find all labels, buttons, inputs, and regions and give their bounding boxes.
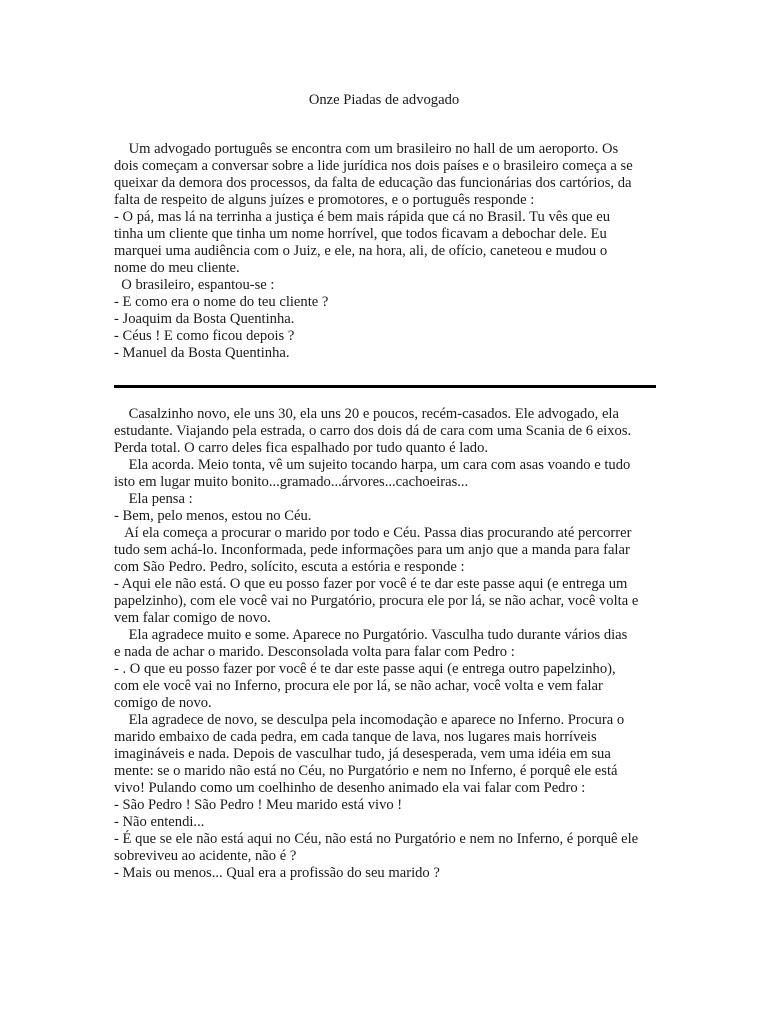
text-line: nome do meu cliente.	[114, 260, 240, 276]
text-line: - E como era o nome do teu cliente ?	[114, 294, 329, 310]
text-line: falta de respeito de alguns juízes e promotores, e o português responde :	[114, 192, 535, 208]
text-line: - São Pedro ! São Pedro ! Meu marido está vivo !	[114, 797, 403, 813]
text-line: isto em lugar muito bonito...gramado...árvores...cachoeiras...	[114, 474, 469, 490]
text-line: Perda total. O carro deles fica espalhado por tudo quanto é lado.	[114, 440, 489, 456]
text-line: Ela agradece de novo, se desculpa pela incomodação e aparece no Inferno. Procura o	[114, 712, 625, 728]
section-divider	[114, 385, 656, 388]
text-line: dois começam a conversar sobre a lide jurídica nos dois países e o brasileiro começa a se	[114, 158, 633, 174]
text-line: Um advogado português se encontra com um brasileiro no hall de um aeroporto. Os	[114, 141, 619, 157]
text-line: - Joaquim da Bosta Quentinha.	[114, 311, 295, 327]
text-line: com São Pedro. Pedro, solícito, escuta a estória e responde :	[114, 559, 465, 575]
text-line: imagináveis e nada. Depois de vasculhar tudo, já desesperada, vem uma idéia em sua	[114, 746, 611, 762]
document-title: Onze Piadas de advogado	[308, 92, 460, 108]
text-line: - Céus ! E como ficou depois ?	[114, 328, 295, 344]
text-line: Ela acorda. Meio tonta, vê um sujeito tocando harpa, um cara com asas voando e tudo	[114, 457, 631, 473]
text-line: sobreviveu ao acidente, não é ?	[114, 848, 297, 864]
text-line: marido embaixo de cada pedra, em cada tanque de lava, nos lugares mais horríveis	[114, 729, 597, 745]
text-line: comigo de novo.	[114, 695, 212, 711]
text-line: - . O que eu posso fazer por você é te dar este passe aqui (e entrega outro papelzinho),	[114, 661, 616, 677]
text-line: estudante. Viajando pela estrada, o carro dos dois dá de cara com uma Scania de 6 eixos.	[114, 423, 632, 439]
text-line: - Não entendi...	[114, 814, 205, 830]
text-line: - O pá, mas lá na terrinha a justiça é bem mais rápida que cá no Brasil. Tu vês que eu	[114, 209, 611, 225]
text-line: Casalzinho novo, ele uns 30, ela uns 20 e poucos, recém-casados. Ele advogado, ela	[114, 406, 619, 422]
text-line: Aí ela começa a procurar o marido por todo e Céu. Passa dias procurando até percorrer	[114, 525, 632, 541]
text-line: Ela agradece muito e some. Aparece no Purgatório. Vasculha tudo durante vários dias	[114, 627, 628, 643]
text-line: tudo sem achá-lo. Inconformada, pede informações para um anjo que a manda para falar	[114, 542, 630, 558]
text-line: vem falar comigo de novo.	[114, 610, 271, 626]
text-line: Ela pensa :	[114, 491, 193, 507]
text-line: tinha um cliente que tinha um nome horrível, que todos ficavam a debochar dele. Eu	[114, 226, 607, 242]
text-line: O brasileiro, espantou-se :	[114, 277, 275, 293]
text-line: papelzinho), com ele você vai no Purgatório, procura ele por lá, se não achar, você volta e	[114, 593, 639, 609]
text-line: vivo! Pulando como um coelhinho de desenho animado ela vai falar com Pedro :	[114, 780, 586, 796]
text-line: marquei uma audiência com o Juiz, e ele, na hora, ali, de ofício, caneteou e mudou o	[114, 243, 608, 259]
text-line: queixar da demora dos processos, da falta de educação das funcionárias dos cartórios, da	[114, 175, 632, 191]
text-line: - Aqui ele não está. O que eu posso fazer por você é te dar este passe aqui (e entrega um	[114, 576, 628, 592]
joke-2-text	[114, 406, 659, 882]
joke-1-text	[114, 141, 659, 362]
text-line: - Bem, pelo menos, estou no Céu.	[114, 508, 312, 524]
text-line: e nada de achar o marido. Desconsolada volta para falar com Pedro :	[114, 644, 515, 660]
text-line: com ele você vai no Inferno, procura ele por lá, se não achar, você volta e vem falar	[114, 678, 603, 694]
text-line: - Manuel da Bosta Quentinha.	[114, 345, 290, 361]
text-line: mente: se o marido não está no Céu, no Purgatório e nem no Inferno, é porquê ele está	[114, 763, 618, 779]
text-line: - Mais ou menos... Qual era a profissão do seu marido ?	[114, 865, 440, 881]
text-line: - É que se ele não está aqui no Céu, não está no Purgatório e nem no Inferno, é porquê ele	[114, 831, 639, 847]
